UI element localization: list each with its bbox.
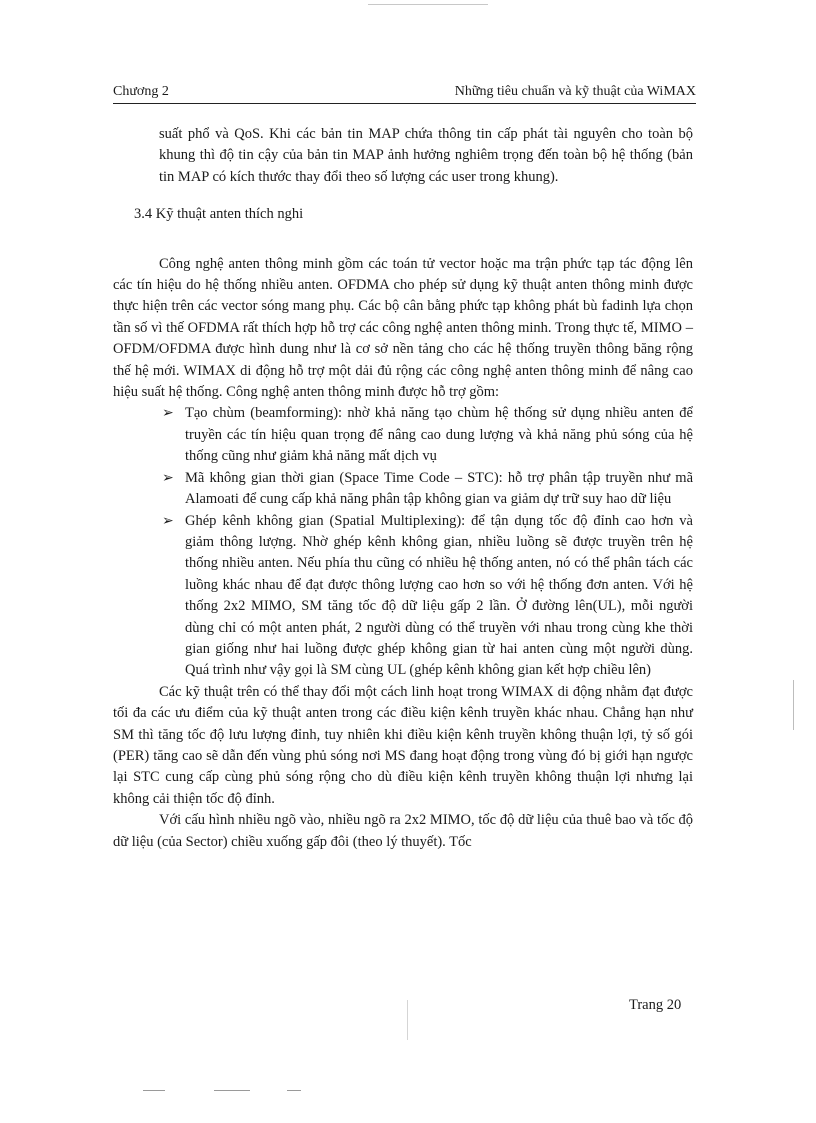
list-item — [113, 468, 693, 511]
list-item-text: Ghép kênh không gian (Spatial Multiplexing): để tận dụng tốc độ đỉnh cao hơn và giảm thông lượng. Nhờ ghép kênh không gian, nhiều luồng sẽ được truyền trên hệ thống nhiều anten. Nếu phía thu cũng có nhiều hệ thống anten, nó có thể phân tách các luồng khác nhau để đạt được thông lượng cao hơn so với hệ thống đơn anten. Với hệ thống 2x2 MIMO, SM tăng tốc độ dữ liệu gấp 2 lần. Ở đường lên(UL), mỗi người dùng chỉ có một anten phát, 2 người dùng có thể truyền với nhau trong cùng khe thời gian giống như hai luồng được ghép không gian từ hai anten cùng một người dùng. Quá trình như vậy gọi là SM cùng UL (ghép kênh không gian kết hợp chiều lên) — [185, 512, 693, 679]
spacer — [113, 240, 693, 254]
arrow-bullet-icon: ➢ — [162, 405, 174, 422]
arrow-bullet-icon: ➢ — [162, 469, 174, 486]
chapter-label: Chương 2 — [113, 84, 169, 99]
paragraph-smart-antenna: Công nghệ anten thông minh gồm các toán tử vector hoặc ma trận phức tạp tác động lên các tín hiệu do hệ thống nhiều anten. OFDMA cho phép sử dụng kỹ thuật anten thông minh được thực hiện trên các vector sóng mang phụ. Các bộ cân bằng phức tạp không phát bù fadinh lựa chọn tần số vì thế OFDMA rất thích hợp hỗ trợ các công nghệ anten thông minh. Trong thực tế, MIMO – OFDM/OFDMA được hình dung như là cơ sở nền tảng cho các hệ thống truyền thông băng rộng thế hệ mới. WIMAX di động hỗ trợ một dải đủ rộng các công nghệ anten thông minh để nâng cao hiệu suất hệ thống. Công nghệ anten thông minh được hỗ trợ gồm: — [113, 255, 693, 401]
scan-artifact-top — [368, 4, 488, 5]
list-item — [113, 511, 693, 682]
intro-paragraph: suất phổ và QoS. Khi các bản tin MAP chứa thông tin cấp phát tài nguyên cho toàn bộ khung thì độ tin cậy của bản tin MAP ảnh hưởng nghiêm trọng đến toàn bộ hệ thống (bản tin MAP có kích thước thay đổi theo số lượng các user trong khung). — [159, 126, 693, 185]
technique-list — [113, 403, 693, 681]
scan-artifact-left-edge — [407, 1000, 408, 1040]
paragraph-flexible-techniques: Các kỹ thuật trên có thể thay đổi một cách linh hoạt trong WIMAX di động nhằm đạt được tối đa các ưu điểm của kỹ thuật anten trong các điều kiện kênh truyền khác nhau. Chẳng hạn như SM thì tăng tốc độ lưu lượng đỉnh, tuy nhiên khi điều kiện kênh truyền không thuận lợi, tỷ số gói (PER) tăng cao sẽ dẫn đến vùng phủ sóng nơi MS đang hoạt động trong vùng đó bị giới hạn ngược lại STC cung cấp cùng phủ sóng rộng cho dù điều kiện kênh truyền không thuận lợi nhưng lại không cải thiện tốc độ đỉnh. — [113, 683, 693, 807]
scan-artifact-bottom-3 — [287, 1090, 301, 1091]
scan-artifact-bottom-2 — [214, 1090, 250, 1091]
paragraph-mimo-config: Với cấu hình nhiều ngõ vào, nhiều ngõ ra 2x2 MIMO, tốc độ dữ liệu của thuê bao và tốc độ dữ liệu (của Sector) chiều xuống gấp đôi (theo lý thuyết). Tốc — [113, 812, 693, 850]
list-item-text: Mã không gian thời gian (Space Time Code – STC): hỗ trợ phân tập truyền như mã Alamoati để cung cấp khả năng phân tập không gian va giảm dự trữ suy hao dữ liệu — [185, 469, 693, 508]
page-header — [113, 84, 696, 104]
page-number: Trang 20 — [629, 997, 682, 1013]
section-title: 3.4 Kỹ thuật anten thích nghi — [134, 206, 304, 223]
scan-artifact-bottom-1 — [143, 1090, 165, 1091]
header-divider — [113, 103, 696, 104]
list-item-text: Tạo chùm (beamforming): nhờ khả năng tạo chùm hệ thống sử dụng nhiều anten để truyền các tín hiệu quan trọng để nâng cao dung lượng và khả năng phủ sóng của hệ thống cũng như giảm khả năng mất dịch vụ — [185, 405, 693, 465]
arrow-bullet-icon: ➢ — [162, 512, 174, 529]
scan-artifact-right-edge — [793, 680, 794, 730]
list-item — [113, 403, 693, 467]
chapter-title: Những tiêu chuẩn và kỹ thuật của WiMAX — [454, 84, 696, 99]
page-body — [113, 124, 693, 853]
